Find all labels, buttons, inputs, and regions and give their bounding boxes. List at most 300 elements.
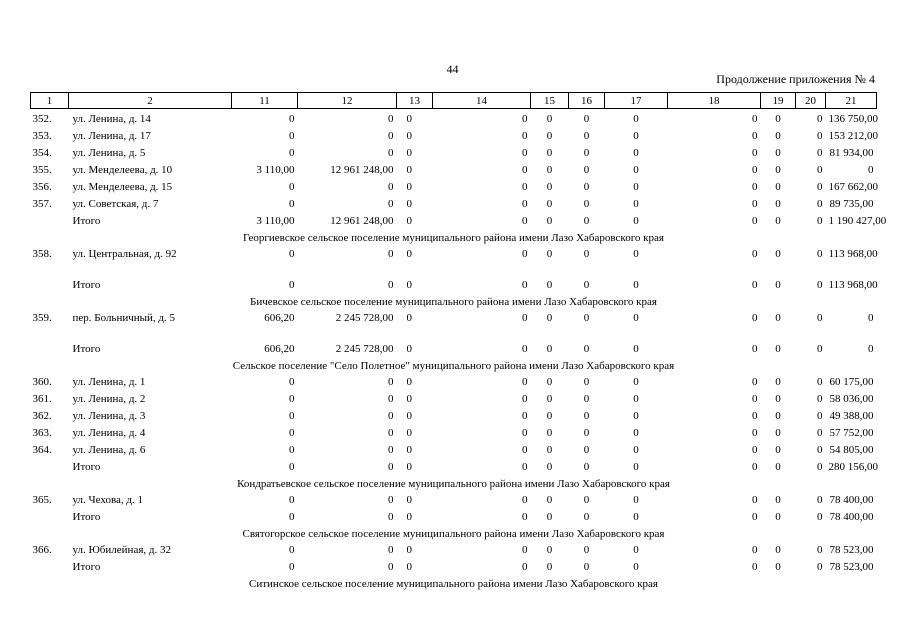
data-table (30, 92, 887, 594)
table-row (31, 410, 877, 427)
value-cell: 0 (775, 164, 781, 176)
value-cell: 0 (406, 279, 412, 291)
value-cell: 0 (633, 164, 639, 176)
value-cell: 0 (775, 279, 781, 291)
value-cell: 0 (775, 181, 781, 193)
row-number (31, 343, 69, 360)
value-cell: 0 (406, 494, 412, 506)
value-cell: 0 (583, 410, 590, 422)
row-number: 355. (32, 164, 52, 176)
value-cell: 0 (775, 544, 781, 556)
value-cell: 0 (817, 248, 823, 260)
value-cell: 0 (868, 164, 874, 176)
value-cell: 0 (546, 376, 553, 388)
value-cell: 0 (522, 181, 528, 193)
value-cell: 89 735,00 (829, 198, 874, 210)
value-cell: 0 (289, 279, 295, 291)
value-cell: 0 (752, 130, 758, 142)
value-cell: 0 (522, 393, 528, 405)
value-cell: 0 (289, 376, 295, 388)
value-cell: 12 961 248,00 (330, 164, 394, 176)
value-cell: 0 (633, 198, 639, 210)
value-cell: 0 (752, 164, 758, 176)
row-number: 365. (32, 494, 52, 506)
value-cell: 0 (583, 198, 590, 210)
value-cell: 0 (546, 561, 553, 573)
value-cell: 0 (752, 279, 758, 291)
table-row (31, 427, 877, 444)
value-cell: 0 (775, 427, 781, 439)
value-cell: 0 (633, 410, 639, 422)
total-row (31, 279, 877, 296)
value-cell: 0 (522, 164, 528, 176)
value-cell: 0 (752, 312, 758, 324)
value-cell: 0 (522, 461, 528, 473)
value-cell: 0 (752, 494, 758, 506)
address-cell: Итого (72, 279, 101, 291)
column-header: 14 (433, 93, 531, 109)
column-header: 18 (668, 93, 761, 109)
value-cell: 606,20 (264, 312, 295, 324)
value-cell: 0 (817, 164, 823, 176)
address-cell: ул. Центральная, д. 92 (72, 248, 177, 260)
value-cell: 0 (289, 198, 295, 210)
value-cell: 0 (522, 198, 528, 210)
value-cell: 0 (583, 393, 590, 405)
value-cell: 0 (388, 410, 394, 422)
value-cell: 0 (289, 561, 295, 573)
value-cell: 0 (633, 130, 639, 142)
value-cell: 0 (775, 147, 781, 159)
value-cell: 0 (752, 215, 758, 227)
address-cell: ул. Ленина, д. 4 (72, 427, 146, 439)
value-cell: 0 (817, 393, 823, 405)
value-cell: 0 (388, 427, 394, 439)
value-cell: 0 (583, 427, 590, 439)
value-cell: 0 (546, 494, 553, 506)
value-cell: 0 (388, 494, 394, 506)
value-cell: 0 (522, 561, 528, 573)
value-cell: 0 (583, 248, 590, 260)
value-cell: 0 (775, 511, 781, 523)
column-header: 21 (826, 93, 877, 109)
value-cell: 0 (546, 279, 553, 291)
value-cell: 0 (522, 312, 528, 324)
value-cell: 0 (633, 461, 639, 473)
value-cell: 0 (406, 147, 412, 159)
value-cell: 0 (817, 427, 823, 439)
value-cell: 0 (583, 561, 590, 573)
row-number: 353. (32, 130, 52, 142)
value-cell: 0 (522, 444, 528, 456)
address-cell: ул. Ленина, д. 1 (72, 376, 146, 388)
value-cell: 0 (522, 130, 528, 142)
value-cell: 0 (289, 444, 295, 456)
value-cell: 0 (546, 393, 553, 405)
value-cell: 0 (289, 181, 295, 193)
column-header: 15 (531, 93, 569, 109)
row-number: 360. (32, 376, 52, 388)
value-cell: 0 (752, 343, 758, 355)
value-cell: 60 175,00 (829, 376, 874, 388)
value-cell: 0 (775, 376, 781, 388)
value-cell: 606,20 (264, 343, 295, 355)
value-cell: 0 (388, 561, 394, 573)
value-cell: 0 (775, 444, 781, 456)
value-cell: 0 (752, 198, 758, 210)
value-cell: 0 (752, 113, 758, 125)
value-cell: 3 110,00 (256, 164, 295, 176)
value-cell: 0 (289, 113, 295, 125)
value-cell: 0 (522, 511, 528, 523)
value-cell: 0 (817, 461, 823, 473)
address-cell: пер. Больничный, д. 5 (72, 312, 176, 324)
value-cell: 0 (583, 544, 590, 556)
value-cell: 0 (583, 215, 590, 227)
value-cell: 0 (289, 410, 295, 422)
table-row (31, 109, 877, 131)
value-cell: 153 212,00 (828, 130, 878, 142)
value-cell: 0 (775, 312, 781, 324)
value-cell: 0 (583, 494, 590, 506)
address-cell: ул. Ленина, д. 5 (72, 147, 146, 159)
value-cell: 0 (633, 427, 639, 439)
value-cell: 0 (546, 544, 553, 556)
value-cell: 0 (817, 181, 823, 193)
row-number: 362. (32, 410, 52, 422)
value-cell: 0 (388, 511, 394, 523)
address-cell: ул. Юбилейная, д. 32 (72, 544, 171, 556)
value-cell: 0 (522, 113, 528, 125)
value-cell: 0 (406, 544, 412, 556)
value-cell: 2 245 728,00 (335, 343, 394, 355)
address-cell: ул. Менделеева, д. 10 (72, 164, 173, 176)
value-cell: 0 (289, 130, 295, 142)
value-cell: 0 (522, 215, 528, 227)
value-cell: 0 (868, 343, 874, 355)
section-heading: Кондратьевское сельское поселение муниципального района имени Лазо Хабаровского края (237, 478, 670, 490)
value-cell: 0 (817, 410, 823, 422)
value-cell: 0 (583, 343, 590, 355)
value-cell: 0 (633, 376, 639, 388)
value-cell: 0 (406, 164, 412, 176)
value-cell: 0 (406, 511, 412, 523)
value-cell: 0 (583, 164, 590, 176)
value-cell: 0 (406, 561, 412, 573)
value-cell: 0 (633, 444, 639, 456)
value-cell: 0 (775, 130, 781, 142)
table-row (31, 376, 877, 393)
column-header: 11 (232, 93, 298, 109)
table-row (31, 393, 877, 410)
value-cell: 54 805,00 (829, 444, 874, 456)
table-row (31, 544, 877, 561)
row-number: 354. (32, 147, 52, 159)
value-cell: 0 (522, 494, 528, 506)
value-cell: 0 (388, 181, 394, 193)
value-cell: 0 (546, 164, 553, 176)
value-cell: 0 (775, 494, 781, 506)
table-row (31, 494, 877, 511)
value-cell: 0 (583, 279, 590, 291)
value-cell: 0 (633, 544, 639, 556)
value-cell: 0 (752, 427, 758, 439)
value-cell: 0 (583, 113, 590, 125)
value-cell: 0 (752, 444, 758, 456)
value-cell: 0 (289, 393, 295, 405)
value-cell: 0 (522, 279, 528, 291)
value-cell: 0 (583, 181, 590, 193)
row-number: 356. (32, 181, 52, 193)
value-cell: 0 (289, 147, 295, 159)
column-header: 1 (31, 93, 69, 109)
value-cell: 0 (546, 181, 553, 193)
address-cell: Итого (72, 215, 101, 227)
value-cell: 0 (817, 130, 823, 142)
value-cell: 0 (817, 279, 823, 291)
value-cell: 0 (817, 147, 823, 159)
value-cell: 78 523,00 (829, 561, 874, 573)
address-cell: Итого (72, 511, 101, 523)
value-cell: 0 (406, 198, 412, 210)
value-cell: 12 961 248,00 (330, 215, 394, 227)
value-cell: 0 (775, 198, 781, 210)
value-cell: 113 968,00 (828, 279, 878, 291)
continuation-note: Продолжение приложения № 4 (716, 72, 875, 86)
row-number (31, 461, 69, 478)
value-cell: 0 (546, 198, 553, 210)
value-cell: 0 (817, 511, 823, 523)
value-cell: 0 (583, 130, 590, 142)
row-number (31, 279, 69, 296)
section-heading: Святогорское сельское поселение муниципального района имени Лазо Хабаровского края (242, 528, 665, 540)
section-heading: Бичевское сельское поселение муниципального района имени Лазо Хабаровского края (250, 296, 657, 308)
value-cell: 0 (546, 113, 553, 125)
row-number (31, 511, 69, 528)
value-cell: 0 (752, 410, 758, 422)
value-cell: 0 (817, 544, 823, 556)
column-header: 20 (796, 93, 826, 109)
table-row (31, 164, 877, 181)
value-cell: 0 (406, 312, 412, 324)
value-cell: 0 (546, 410, 553, 422)
table-row (31, 444, 877, 461)
address-cell: ул. Ленина, д. 17 (72, 130, 151, 142)
value-cell: 0 (289, 511, 295, 523)
section-heading: Сельское поселение "Село Полетное" муниципального района имени Лазо Хабаровского края (232, 360, 675, 372)
value-cell: 0 (388, 376, 394, 388)
value-cell: 0 (388, 248, 394, 260)
value-cell: 78 400,00 (829, 511, 874, 523)
total-row (31, 343, 877, 360)
value-cell: 0 (583, 461, 590, 473)
value-cell: 0 (752, 248, 758, 260)
address-cell: ул. Ленина, д. 6 (72, 444, 146, 456)
value-cell: 0 (633, 343, 639, 355)
column-header: 17 (605, 93, 668, 109)
row-number: 358. (32, 248, 52, 260)
row-number: 363. (32, 427, 52, 439)
row-number: 359. (32, 312, 52, 324)
value-cell: 113 968,00 (828, 248, 878, 260)
value-cell: 0 (406, 410, 412, 422)
value-cell: 0 (406, 461, 412, 473)
value-cell: 0 (583, 147, 590, 159)
row-number: 352. (32, 113, 52, 125)
table-header-row (31, 93, 877, 109)
value-cell: 0 (633, 312, 639, 324)
column-header: 16 (569, 93, 605, 109)
value-cell: 0 (522, 544, 528, 556)
value-cell: 0 (775, 461, 781, 473)
row-number: 361. (32, 393, 52, 405)
value-cell: 0 (546, 511, 553, 523)
value-cell: 0 (752, 147, 758, 159)
total-row (31, 511, 877, 528)
value-cell: 0 (752, 511, 758, 523)
value-cell: 0 (633, 561, 639, 573)
value-cell: 0 (817, 215, 823, 227)
table-body (31, 109, 887, 595)
value-cell: 0 (752, 393, 758, 405)
value-cell: 0 (289, 461, 295, 473)
value-cell: 0 (817, 312, 823, 324)
total-row (31, 461, 877, 478)
value-cell: 0 (817, 376, 823, 388)
value-cell: 0 (388, 444, 394, 456)
column-header: 19 (761, 93, 796, 109)
value-cell: 0 (752, 376, 758, 388)
row-number: 357. (32, 198, 52, 210)
section-heading-row (31, 296, 877, 312)
value-cell: 0 (633, 147, 639, 159)
value-cell: 167 662,00 (828, 181, 878, 193)
value-cell: 0 (633, 494, 639, 506)
value-cell: 0 (817, 343, 823, 355)
value-cell: 1 190 427,00 (828, 215, 887, 227)
table-row (31, 312, 877, 343)
value-cell: 0 (633, 113, 639, 125)
value-cell: 58 036,00 (829, 393, 874, 405)
address-cell: ул. Ленина, д. 14 (72, 113, 151, 125)
value-cell: 0 (406, 248, 412, 260)
value-cell: 0 (406, 113, 412, 125)
value-cell: 0 (406, 393, 412, 405)
value-cell: 0 (289, 544, 295, 556)
address-cell: Итого (72, 461, 101, 473)
value-cell: 0 (388, 130, 394, 142)
value-cell: 0 (752, 461, 758, 473)
value-cell: 280 156,00 (828, 461, 878, 473)
section-heading: Георгиевское сельское поселение муниципального района имени Лазо Хабаровского края (243, 232, 664, 244)
value-cell: 0 (817, 494, 823, 506)
row-number: 366. (32, 544, 52, 556)
value-cell: 0 (775, 343, 781, 355)
value-cell: 0 (583, 312, 590, 324)
value-cell: 0 (546, 312, 553, 324)
value-cell: 136 750,00 (828, 113, 878, 125)
value-cell: 0 (406, 215, 412, 227)
value-cell: 0 (522, 427, 528, 439)
value-cell: 0 (546, 215, 553, 227)
value-cell: 0 (633, 279, 639, 291)
address-cell: ул. Ленина, д. 2 (72, 393, 146, 405)
value-cell: 78 523,00 (829, 544, 874, 556)
value-cell: 0 (406, 130, 412, 142)
address-cell: ул. Советская, д. 7 (72, 198, 159, 210)
row-number (31, 215, 69, 232)
column-header: 2 (69, 93, 232, 109)
value-cell: 0 (546, 427, 553, 439)
table-row (31, 147, 877, 164)
value-cell: 0 (522, 147, 528, 159)
value-cell: 0 (633, 215, 639, 227)
value-cell: 0 (406, 376, 412, 388)
value-cell: 0 (775, 215, 781, 227)
value-cell: 0 (522, 410, 528, 422)
address-cell: ул. Менделеева, д. 15 (72, 181, 173, 193)
table-row (31, 248, 877, 279)
value-cell: 0 (633, 511, 639, 523)
value-cell: 0 (289, 494, 295, 506)
value-cell: 0 (775, 393, 781, 405)
value-cell: 0 (522, 343, 528, 355)
section-heading-row (31, 578, 877, 594)
address-cell: ул. Ленина, д. 3 (72, 410, 146, 422)
value-cell: 0 (289, 427, 295, 439)
table-row (31, 181, 877, 198)
value-cell: 0 (388, 461, 394, 473)
value-cell: 0 (546, 147, 553, 159)
value-cell: 0 (583, 376, 590, 388)
value-cell: 0 (406, 343, 412, 355)
value-cell: 0 (752, 561, 758, 573)
value-cell: 0 (583, 444, 590, 456)
column-header: 13 (397, 93, 433, 109)
value-cell: 0 (388, 147, 394, 159)
value-cell: 0 (388, 279, 394, 291)
value-cell: 49 388,00 (829, 410, 874, 422)
value-cell: 0 (546, 248, 553, 260)
column-header: 12 (298, 93, 397, 109)
value-cell: 3 110,00 (256, 215, 295, 227)
value-cell: 0 (633, 248, 639, 260)
value-cell: 0 (817, 113, 823, 125)
value-cell: 0 (406, 427, 412, 439)
value-cell: 0 (775, 561, 781, 573)
row-number: 364. (32, 444, 52, 456)
address-cell: Итого (72, 343, 101, 355)
value-cell: 57 752,00 (829, 427, 874, 439)
value-cell: 78 400,00 (829, 494, 874, 506)
value-cell: 0 (633, 393, 639, 405)
value-cell: 0 (583, 511, 590, 523)
value-cell: 0 (546, 444, 553, 456)
value-cell: 0 (522, 376, 528, 388)
address-cell: ул. Чехова, д. 1 (72, 494, 144, 506)
value-cell: 0 (817, 198, 823, 210)
section-heading-row (31, 478, 877, 494)
value-cell: 0 (752, 181, 758, 193)
value-cell: 0 (388, 544, 394, 556)
value-cell: 0 (522, 248, 528, 260)
value-cell: 0 (406, 181, 412, 193)
value-cell: 0 (388, 113, 394, 125)
value-cell: 0 (406, 444, 412, 456)
address-cell: Итого (72, 561, 101, 573)
table-row (31, 130, 877, 147)
value-cell: 0 (546, 343, 553, 355)
